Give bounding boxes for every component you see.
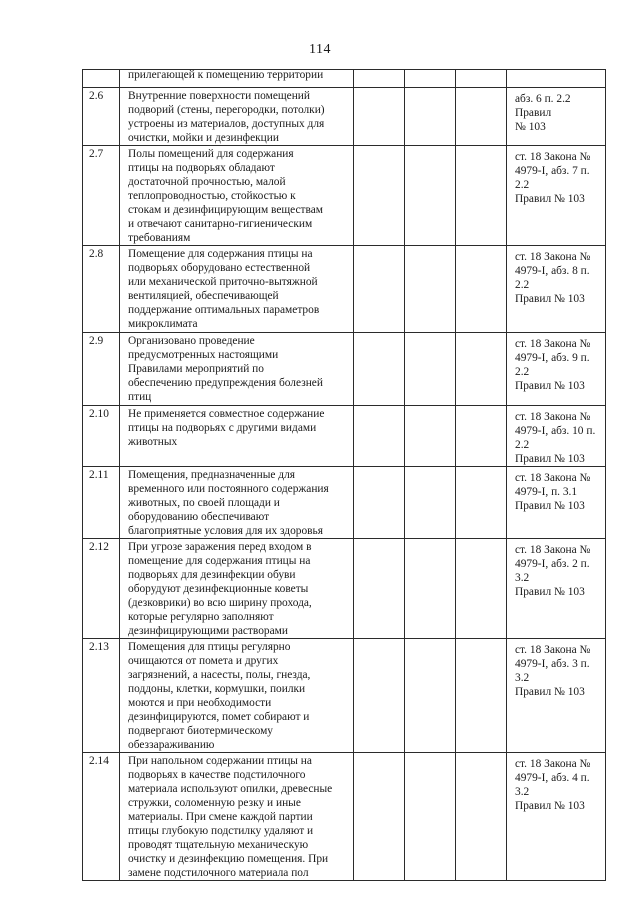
- answer-no-cell: [405, 70, 456, 88]
- answer-na-cell: [456, 539, 507, 639]
- table-row: [83, 753, 606, 881]
- requirement-text: Организовано проведение предусмотренных настоящими Правилами мероприятий по обеспечению предупреждения болезней птиц: [120, 333, 354, 406]
- answer-no-cell: [405, 406, 456, 467]
- legal-reference: ст. 18 Закона № 4979-I, абз. 10 п. 2.2 Правил № 103: [507, 406, 606, 467]
- requirement-text: При напольном содержании птицы на подворьях в качестве подстилочного материала используют опилки, древесные стружки, соломенную резку и иные материалы. При смене каждой партии птицы глубокую подстилку удаляют и проводят тщательную механическую очистку и дезинфекцию помещения. При замене подстилочного материала пол: [120, 753, 354, 881]
- table-row: [83, 639, 606, 753]
- answer-na-cell: [456, 70, 507, 88]
- legal-reference: ст. 18 Закона № 4979-I, абз. 8 п. 2.2 Правил № 103: [507, 246, 606, 333]
- answer-no-cell: [405, 146, 456, 246]
- answer-na-cell: [456, 406, 507, 467]
- table-row: [83, 539, 606, 639]
- legal-reference: ст. 18 Закона № 4979-I, абз. 2 п. 3.2 Правил № 103: [507, 539, 606, 639]
- row-number: 2.10: [83, 406, 120, 467]
- table-row: [83, 406, 606, 467]
- answer-no-cell: [405, 639, 456, 753]
- answer-yes-cell: [354, 70, 405, 88]
- answer-na-cell: [456, 88, 507, 146]
- answer-yes-cell: [354, 639, 405, 753]
- answer-na-cell: [456, 753, 507, 881]
- table-row: [83, 467, 606, 539]
- answer-no-cell: [405, 246, 456, 333]
- answer-no-cell: [405, 753, 456, 881]
- table-row: [83, 146, 606, 246]
- requirement-text: Помещения для птицы регулярно очищаются от помета и других загрязнений, а насесты, полы, гнезда, поддоны, клетки, кормушки, поилки моются и при необходимости дезинфицируются, помет собирают и подвергают биотермическому обеззараживанию: [120, 639, 354, 753]
- answer-no-cell: [405, 88, 456, 146]
- row-number: 2.14: [83, 753, 120, 881]
- table-row: [83, 88, 606, 146]
- row-number: 2.11: [83, 467, 120, 539]
- row-number: 2.13: [83, 639, 120, 753]
- requirement-text: Помещение для содержания птицы на подворьях оборудовано естественной или механической приточно-вытяжной вентиляцией, обеспечивающей поддержание оптимальных параметров микроклимата: [120, 246, 354, 333]
- legal-reference: ст. 18 Закона № 4979-I, абз. 9 п. 2.2 Правил № 103: [507, 333, 606, 406]
- answer-na-cell: [456, 467, 507, 539]
- answer-yes-cell: [354, 246, 405, 333]
- answer-yes-cell: [354, 88, 405, 146]
- table-row: [83, 333, 606, 406]
- row-number: 2.8: [83, 246, 120, 333]
- row-number: 2.12: [83, 539, 120, 639]
- answer-na-cell: [456, 146, 507, 246]
- row-number: 2.9: [83, 333, 120, 406]
- answer-no-cell: [405, 333, 456, 406]
- answer-na-cell: [456, 246, 507, 333]
- requirement-text: Не применяется совместное содержание птицы на подворьях с другими видами животных: [120, 406, 354, 467]
- legal-reference: ст. 18 Закона № 4979-I, абз. 7 п. 2.2 Правил № 103: [507, 146, 606, 246]
- checklist-table: [82, 69, 606, 881]
- answer-yes-cell: [354, 753, 405, 881]
- legal-reference: ст. 18 Закона № 4979-I, абз. 3 п. 3.2 Правил № 103: [507, 639, 606, 753]
- answer-yes-cell: [354, 406, 405, 467]
- answer-no-cell: [405, 539, 456, 639]
- requirement-text: прилегающей к помещению территории: [120, 70, 354, 88]
- answer-yes-cell: [354, 146, 405, 246]
- page-number: 114: [309, 42, 331, 57]
- requirement-text: При угрозе заражения перед входом в помещение для содержания птицы на подворьях для дезинфекции обуви оборудуют дезинфекционные коветы (дезковрики) во всю ширину прохода, которые регулярно заполняют дезинфицирующими растворами: [120, 539, 354, 639]
- table-row: [83, 70, 606, 88]
- table-row: [83, 246, 606, 333]
- legal-reference: ст. 18 Закона № 4979-I, п. 3.1 Правил № 103: [507, 467, 606, 539]
- row-number: 2.7: [83, 146, 120, 246]
- legal-reference: ст. 18 Закона № 4979-I, абз. 4 п. 3.2 Правил № 103: [507, 753, 606, 881]
- row-number: 2.6: [83, 88, 120, 146]
- answer-yes-cell: [354, 539, 405, 639]
- answer-no-cell: [405, 467, 456, 539]
- requirement-text: Внутренние поверхности помещений подворий (стены, перегородки, потолки) устроены из материалов, доступных для очистки, мойки и дезинфекции: [120, 88, 354, 146]
- legal-reference: [507, 70, 606, 88]
- answer-na-cell: [456, 333, 507, 406]
- legal-reference: абз. 6 п. 2.2 Правил № 103: [507, 88, 606, 146]
- requirement-text: Полы помещений для содержания птицы на подворьях обладают достаточной прочностью, малой теплопроводностью, стойкостью к стокам и дезинфицирующим веществам и отвечают санитарно-гигиеническим требованиям: [120, 146, 354, 246]
- answer-yes-cell: [354, 333, 405, 406]
- answer-yes-cell: [354, 467, 405, 539]
- row-number: [83, 70, 120, 88]
- requirement-text: Помещения, предназначенные для временного или постоянного содержания животных, по своей площади и оборудованию обеспечивают благоприятные условия для их здоровья: [120, 467, 354, 539]
- answer-na-cell: [456, 639, 507, 753]
